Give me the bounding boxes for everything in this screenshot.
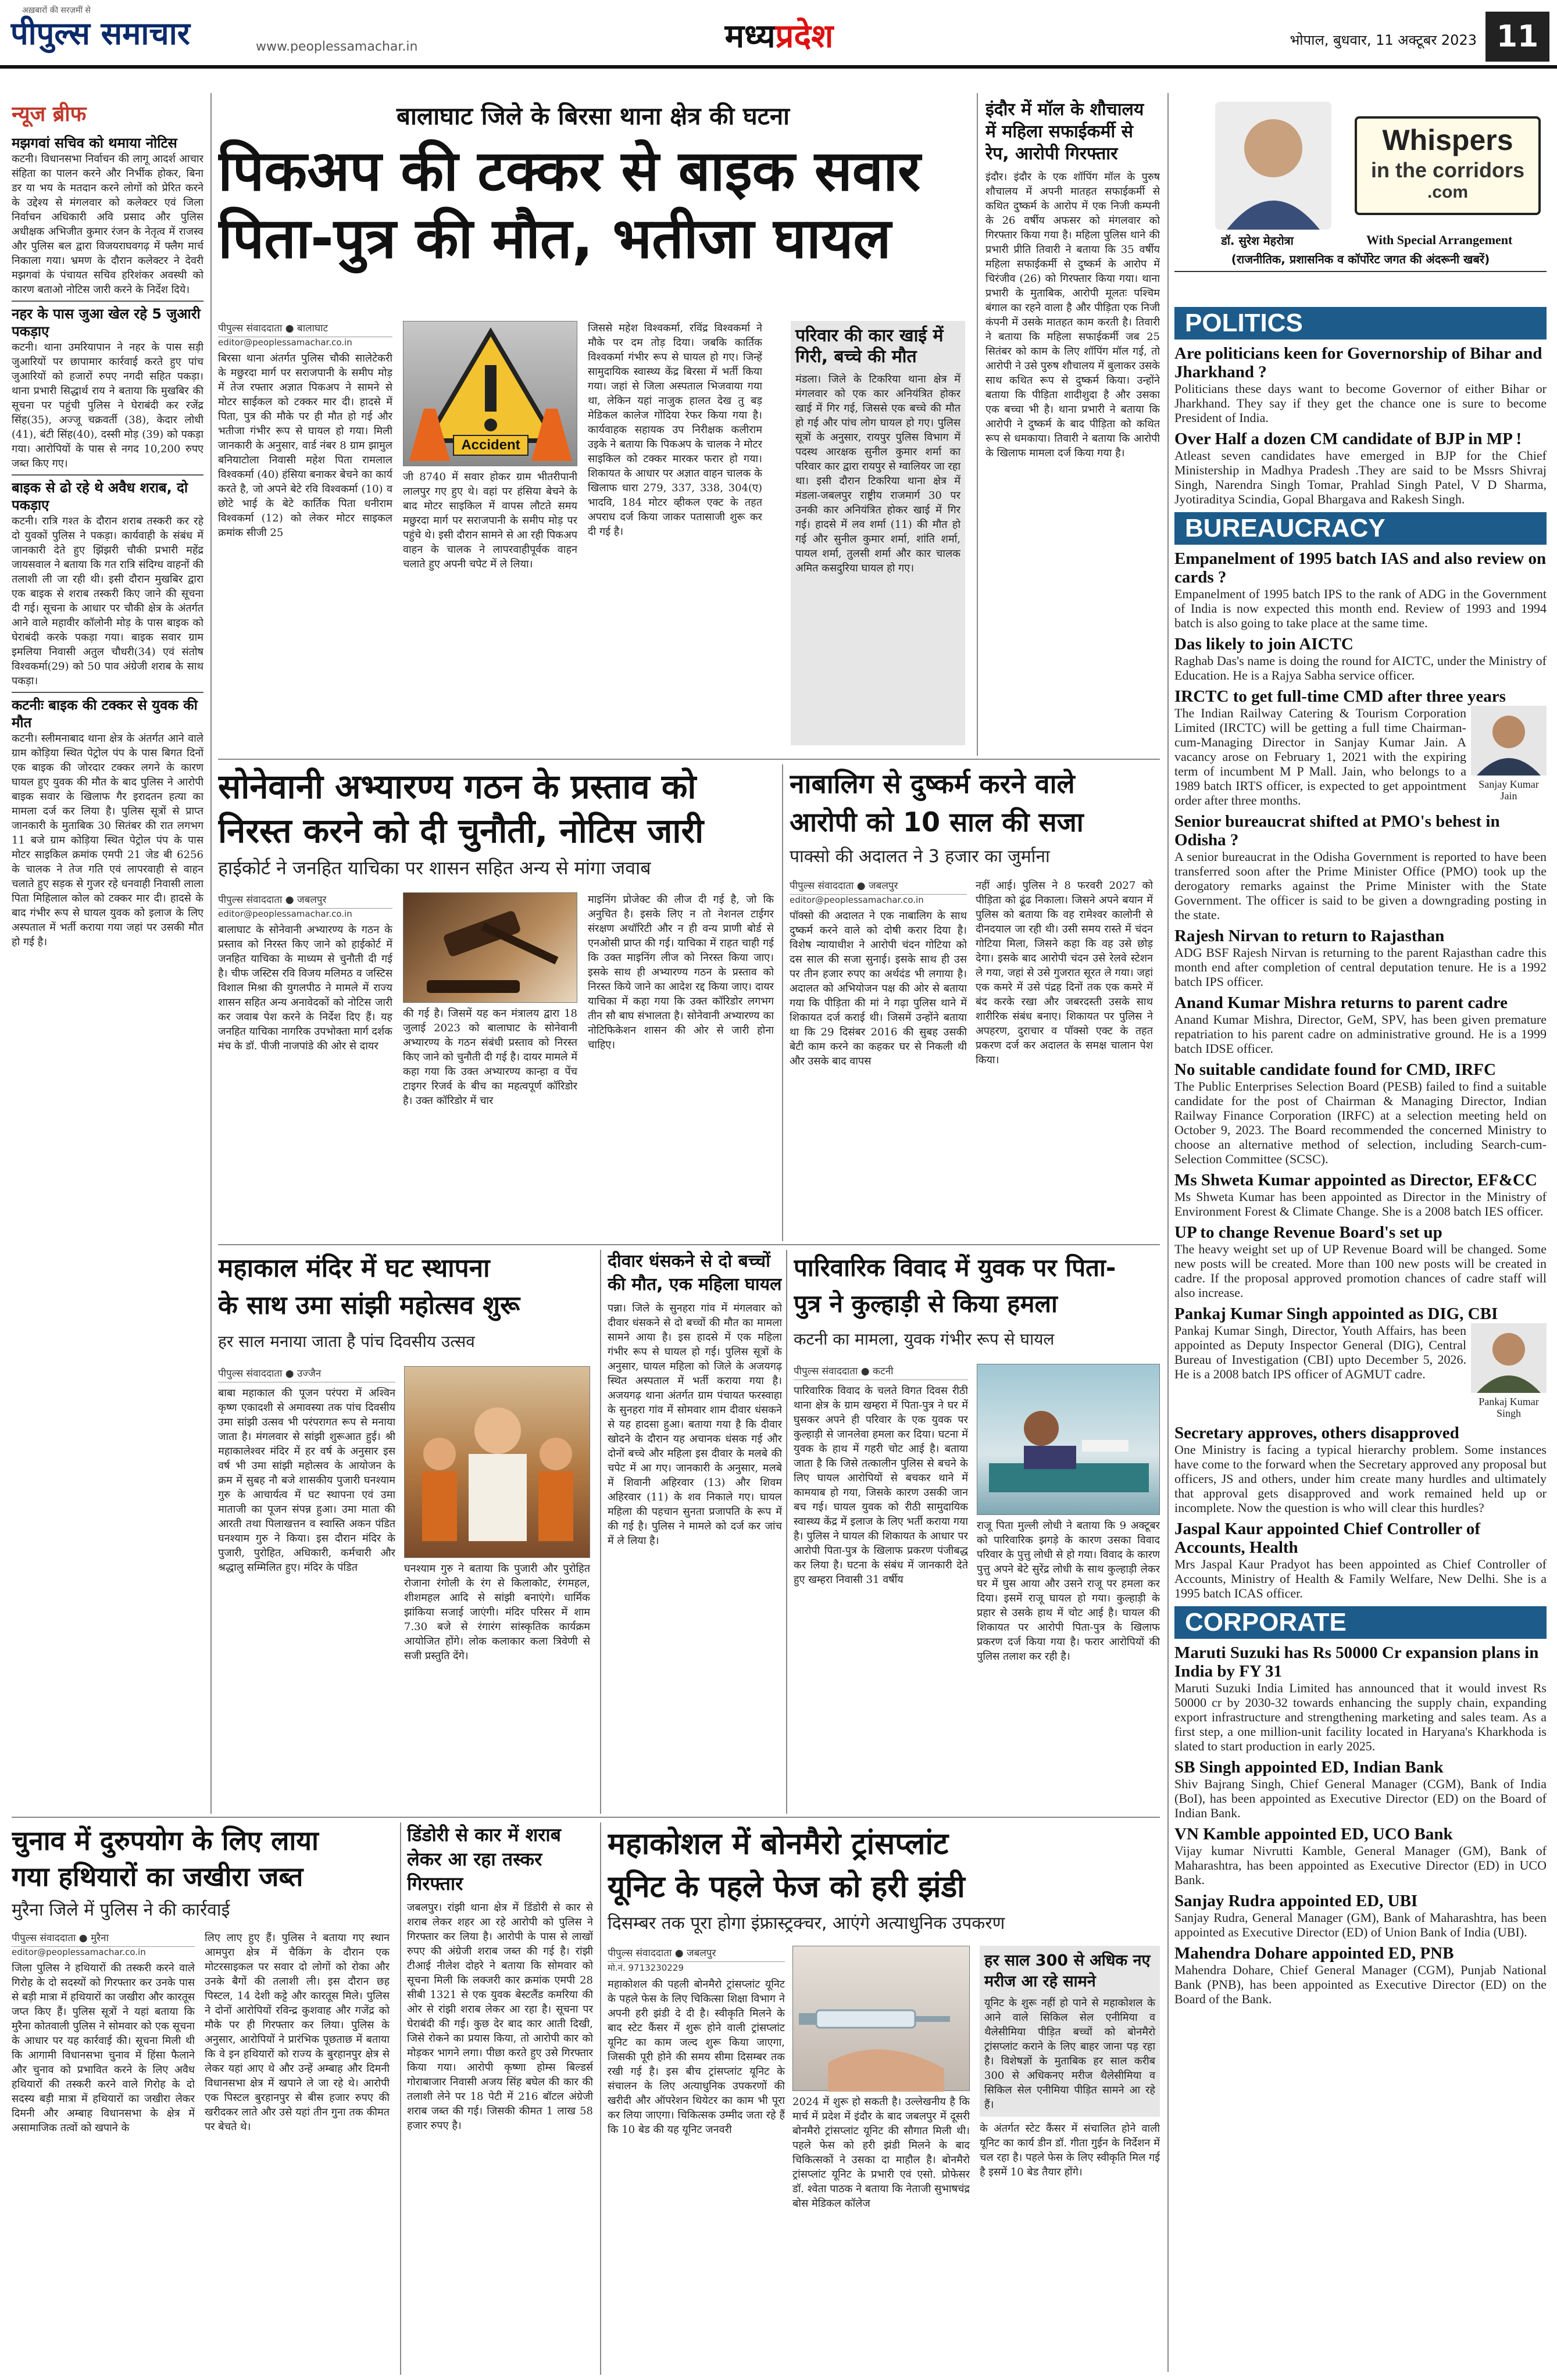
pocso-headline-line2: आरोपी को 10 साल की सजा — [790, 806, 1084, 838]
brief-body: कटनी। स्लीमनाबाद थाना क्षेत्र के अंतर्गत आने वाले ग्राम कोड़िया स्थित पेट्रोल पंप के पास बिगत दिनों एक बाइक की जोरदार टक्कर लगने के कारण घायल हुए युवक की मौत के बाद पुलिस ने आरोपी बाइक सवार के खिलाफ गैर इरादतन हत्या का मामला दर्ज कर लिया है। पुलिस सूत्रों से प्राप्त जानकारी के मुताबिक 30 सितंबर की रात लगभग 11 बजे ग्राम कोड़िया स्थित पेट्रोल पंप के पास मोटर साइकिल क्रमांक एमपी 21 जेड बी 6256 के चालक ने तेज गति एवं लापरवाही से वाहन चलाते हुए सड़क से गुजर रहे धनवाही निवासी लाला पिता मिहिलाल कोल को टक्कर मार दी। हादसे के बाद गंभीर रूप से घायल युवक को इलाज के लिए अस्पताल में भर्ती कराया गया जहां पर उसकी मौत हो गई है। — [12, 732, 203, 948]
byline-name: पीपुल्स संवाददाता — [218, 894, 283, 906]
bone-highlight-title: हर साल 300 से अधिक नए मरीज आ रहे सामने — [984, 1952, 1151, 1991]
mahakal-subheadline: हर साल मनाया जाता है पांच दिवसीय उत्सव — [218, 1332, 475, 1351]
page-number: 11 — [1485, 12, 1549, 62]
item-heading: IRCTC to get full-time CMD after three years — [1174, 687, 1506, 706]
bone-marrow-story — [608, 1822, 1163, 2375]
item-text: ADG BSF Rajesh Nirvan is returning to the parent Rajasthan cadre this month end after completion of central deputation tenure. He is a 1992 batch IPS officer. — [1174, 945, 1547, 989]
bone-col3-text: के अंतर्गत स्टेट कैंसर में संचालित होने वाली यूनिट का कार्य डीन डॉ. गीता गुईन के निर्देशन में चल रहा है। पहले फेस के लिए स्वीकृति मिल गई है इसमें 10 बेड तैयार होंगे। — [980, 2122, 1160, 2178]
photo-caption: Pankaj Kumar Singh — [1479, 1396, 1539, 1419]
item-heading: Pankaj Kumar Singh appointed as DIG, CBI — [1174, 1305, 1498, 1323]
logo-line3: .com — [1427, 183, 1469, 202]
byline-name: पीपुल्स संवाददाता — [218, 323, 283, 334]
brief-heading: बाइक से ढो रहे थे अवैध शराब, दो पकड़ाए — [12, 474, 203, 514]
byline-name: पीपुल्स संवाददाता — [790, 880, 854, 892]
photo-sanjay-jain — [1471, 706, 1547, 802]
lead-headline-line2: पिता-पुत्र की मौत, भतीजा घायल — [218, 206, 891, 271]
sonewani-col2 — [403, 892, 577, 1235]
logo-line1: Whispers — [1382, 124, 1513, 156]
bone-highlight-box — [980, 1946, 1160, 2117]
weapons-subheadline: मुरैना जिले में पुलिस ने की कार्रवाई — [12, 1900, 230, 1920]
item-text: The Indian Railway Catering & Tourism Corporation Limited (IRCTC) will be getting a full time Chairman-cum-Managing Director in Sanjay Kumar Jain. A vacancy arose on February 1, 2021 with the expiring term of incumbent M P Mall. Jain, who belongs to a 1989 batch IRTS officer, is expected to get appointment order after three months. — [1174, 706, 1466, 807]
photo-caption: Sanjay Kumar Jain — [1479, 778, 1539, 802]
column-divider — [977, 93, 978, 756]
item-heading: Are politicians keen for Governorship of Bihar and Jharkhand ? — [1174, 344, 1542, 381]
lead-story — [218, 99, 968, 756]
row-divider — [12, 1817, 1160, 1818]
item-text: Ms Shweta Kumar has been appointed as Director in the Ministry of Environment Forest & Climate Change. She is a 2008 batch IES officer. — [1174, 1189, 1547, 1218]
whispers-body — [1174, 307, 1547, 2371]
pocso-email[interactable]: editor@peoplessamachar.co.in — [790, 895, 924, 905]
mahakal-byline: पीपुल्स संवाददाता ● उज्जैन — [218, 1366, 395, 1382]
family-subheadline: कटनी का मामला, युवक गंभीर रूप से घायल — [794, 1330, 1055, 1349]
pocso-col2 — [976, 878, 1153, 1239]
weapons-headline-line1: चुनाव में दुरुपयोग के लिए लाया — [12, 1825, 319, 1856]
byline-name: पीपुल्स संवाददाता — [218, 1368, 283, 1380]
brief-item — [12, 301, 203, 471]
bone-col3 — [980, 1946, 1160, 2373]
column-divider — [400, 1822, 401, 2375]
item-text: Maruti Suzuki India Limited has announced that it would invest Rs 50000 cr by 2030-32 towards enhancing the supply chain, expanding export infrastructure and strengthening marketing and sales team. As a first step, a one million-unit facility located in Haryana's Kharkhoda is slated to start production in early 2025. — [1174, 1681, 1547, 1753]
accident-label: Accident — [453, 435, 528, 456]
bone-headline-line1: महाकोशल में बोनमैरो ट्रांसप्लांट — [608, 1827, 949, 1861]
family-col2 — [977, 1364, 1160, 1809]
indore-body: इंदौर। इंदौर के एक शॉपिंग मॉल के पुरुष शौचालय में अपनी मातहत सफाईकर्मी से कथित दुष्कर्म के आरोप में एक निजी कम्पनी के 26 वर्षीय अफसर को मंगलवार को गिरफ्तार किया गया है। महिला पुलिस थाने की प्रभारी प्रीति तिवारी ने बताया कि 35 वर्षीय महिला सफाईकर्मी से दुष्कर्म के आरोप में चिरंजीव (26) को गिरफ्तार किया गया। थाना प्रभारी के मुताबिक, आरोपी मूलतः पश्चिम बंगाल का रहने वाला है और पीड़िता एक निजी कंपनी में उसके मातहत काम करती है। तिवारी ने बताया कि महिला सफाईकर्मी जब 25 सितंबर को काम के लिए शॉपिंग मॉल गई, तो आरोपी ने उसे पुरुष शौचालय में बुलाकर उसके साथ कथित रूप से दुष्कर्म किया। उन्होंने बताया कि पीड़िता शादीशुदा है और उसका एक बच्चा भी है। थाना प्रभारी ने बताया कि आरोपी ने दुष्कर्म के बाद पीड़िता को कथित रूप से धमकाया। तिवारी ने बताया कि आरोपी के खिलाफ मामला दर्ज किया गया है। — [985, 171, 1160, 459]
byline-location: बालाघाट — [297, 323, 328, 334]
category-bureaucracy: BUREAUCRACY — [1174, 512, 1547, 545]
column-divider — [1167, 93, 1169, 2372]
lead-col2 — [403, 321, 577, 745]
item-text: Shiv Bajrang Singh, Chief General Manager (CGM), Bank of India (BoI), has been appointed as Executive Director (ED) on the Board of Indian Bank. — [1174, 1777, 1547, 1820]
bone-highlight-body: यूनिट के शुरू नहीं हो पाने से महाकोशल के आने वाले सिकिल सेल एनीमिया व थैलेसीमिया पीड़ित बच्चों को बोनमैरो ट्रांसप्लांट कराने के लिए बाहर जाना पड़ रहा है। विशेषज्ञों के मुताबिक हर साल करीब 300 से अधिकनए मरीज थैलेसीमिया व सिकिल सेल एनीमिया पीड़ित सामने आ रहे हैं। — [984, 1997, 1155, 2111]
sonewani-subheadline: हाईकोर्ट ने जनहित याचिका पर शासन सहित अन्य से मांगा जवाब — [218, 857, 651, 879]
byline-location: उज्जैन — [297, 1368, 322, 1380]
pocso-col1-text: पॉक्सो की अदालत ने एक नाबालिग के साथ दुष्कर्म करने वाले को दोषी करार दिया है। विशेष न्यायाधीश ने आरोपी चंदन गोटिया को दस साल की सजा सुनाई। इसके साथ ही उस पर तीन हजार रुपए का अर्थदंड भी लगाया है। अदालत को अभियोजन पक्ष की ओर से बताया गया कि पीड़िता की मां ने गढ़ा पुलिस थाने में शिकायत दर्ज कराई थी। जिसमें उन्होंने बताया था कि 29 दिसंबर 2016 की सुबह उसकी बेटी काम करने का कहकर घर से निकली थी और उसके बाद वापस — [790, 910, 967, 1067]
mahakal-col2 — [404, 1366, 590, 1808]
pocso-subheadline: पाक्सो की अदालत ने 3 हजार का जुर्माना — [790, 846, 1050, 867]
weapons-headline-line2: गया हथियारों का जखीरा जब्त — [12, 1861, 303, 1892]
mahakal-headline-line2: के साथ उमा सांझी महोत्सव शुरू — [218, 1291, 520, 1320]
wall-body: पन्ना। जिले के सुनहरा गांव में मंगलवार को दीवार धंसकने से दो बच्चों की मौत का मामला सामने आया है। इस हादसे में एक महिला गंभीर रूप से घायल हो गई। पुलिस सूत्रों के अनुसार, घायल महिला को जिले के अजयगढ़ स्थित अस्पताल में भर्ती कराया गया है। अजयगढ़ थाना अंतर्गत ग्राम पंचायत फरस्वाहा के सुनहरा गांव में सोमवार शाम दीवार धंसकने से यह हादसा हुआ। बताया गया है कि दीवार खोदने के दौरान यह अचानक धंसक गई और दोनों बच्चे और महिला इस दीवार के मलबे की चपेट में आ गए। जानकारी के अनुसार, मलबे में शिवानी अहिरवार (13) और शिवम अहिरवार (11) के शव निकाले गए। घायल महिला की पहचान सुनता प्रजापति के रूप में की गई है। पुलिस ने मामले को दर्ज कर जांच में ले लिया है। — [608, 1302, 782, 1547]
section-title-part1: मध्य — [724, 17, 776, 55]
pocso-col1 — [790, 878, 967, 1239]
item-heading: Senior bureaucrat shifted at PMO's behest in Odisha ? — [1174, 812, 1500, 849]
brief-item — [12, 131, 203, 297]
row-divider — [218, 1244, 1160, 1245]
byline-location: जबलपुर — [297, 894, 327, 906]
bone-mobile: मो.नं. 9713230229 — [608, 1963, 684, 1973]
column-divider — [600, 1250, 601, 1814]
author-name: डॉ. सुरेश मेहरोत्रा — [1221, 234, 1294, 248]
accident-photo — [403, 321, 577, 466]
item-heading: UP to change Revenue Board's set up — [1174, 1223, 1442, 1242]
person-portrait-icon — [1471, 1323, 1547, 1393]
item-text: Raghab Das's name is doing the round for AICTC, under the Ministry of Education. He is a Rajya Sabha service officer. — [1174, 653, 1547, 682]
row-divider — [218, 759, 1160, 760]
gavel-photo — [403, 892, 577, 1003]
whispers-tagline: (राजनीतिक, प्रशासनिक व कॉर्पोरेट जगत की अंदरूनी खबरें) — [1174, 251, 1547, 272]
weapons-email[interactable]: editor@peoplessamachar.co.in — [12, 1947, 146, 1957]
item-heading: Jaspal Kaur appointed Chief Controller of Accounts, Health — [1174, 1520, 1481, 1557]
item-heading: SB Singh appointed ED, Indian Bank — [1174, 1758, 1444, 1777]
item-heading: Mahendra Dohare appointed ED, PNB — [1174, 1944, 1454, 1963]
byline-name: पीपुल्स संवाददाता — [794, 1366, 858, 1377]
wall-headline: दीवार धंसकने से दो बच्चों की मौत, एक महिला घायल — [608, 1251, 782, 1295]
item-text: Anand Kumar Mishra, Director, GeM, SPV, has been given premature repatriation to his parent cadre on administrative ground. He is a 1999 batch IDSE officer. — [1174, 1012, 1547, 1056]
weapons-story — [12, 1822, 392, 2375]
lead-col2-text: जी 8740 में सवार होकर ग्राम भीतरीपानी लालपुर गए हुए थे। वहां पर हंसिया बेचने के बाद मोटर साइकिल में वापस लौटते समय मछुरदा मार्ग पर सराजपानी के समीप मोड़ पर पहुंचे थे। इसी दौरान सामने से आ रही पिकअप वाहन के चालक ने लापरवाहीपूर्वक वाहन चलाते हुए अपनी चपेट में ले लिया। — [403, 471, 577, 570]
family-headline-line2: पुत्र ने कुल्हाड़ी से किया हमला — [794, 1289, 1058, 1318]
sonewani-col1-text: बालाघाट के सोनेवानी अभ्यारण्य के गठन के प्रस्ताव को निरस्त किए जाने को हाईकोर्ट में जनहित याचिका के माध्यम से चुनौती दी गई है। चीफ जस्टिस रवि विजय मलिमठ व जस्टिस विशाल मिश्रा की युगलपीठ ने मामले में राज्य शासन सहित अन्य अनावेदकों को नोटिस जारी कर जवाब पेश करने के निर्देश दिए हैं। यह जनहित याचिका नागरिक उपभोक्ता मार्ग दर्शक मंच के डॉ. पीजी नाजपांडे की ओर से दायर — [218, 924, 392, 1052]
sonewani-col3-text: माइनिंग प्रोजेक्ट की लीज दी गई है, जो कि अनुचित है। इसके लिए न तो नेशनल टाईगर संरक्षण अथॉरिटी और न ही वन्य प्राणी बोर्ड से एनओसी प्राप्त की गई। याचिका में राहत चाही गई कि उक्त माइनिंग लीज को निरस्त किया जाए। इसके साथ ही अभ्यारण्य गठन के प्रस्ताव को निरस्त किये जाने का आदेश रद्द किया जाए। दायर याचिका में कहा गया कि उक्त कॉरिडोर लगभग तीन सौ बाघ संभालता है। सोनेवानी अभ्यारण्य का नोटिफिकेशन शासन की ओर से जारी होना चाहिए। — [588, 894, 774, 1051]
column-divider — [786, 1250, 787, 1814]
bone-marrow-photo — [792, 1946, 970, 2091]
photo-pankaj-singh — [1471, 1323, 1547, 1419]
arrangement-credit: With Special Arrangement — [1366, 233, 1513, 247]
brief-item — [12, 692, 203, 949]
sonewani-byline: पीपुल्स संवाददाता ● जबलपुर — [218, 892, 392, 909]
website-url[interactable]: www.peoplessamachar.in — [256, 40, 418, 54]
masthead — [0, 0, 1557, 69]
sonewani-col1 — [218, 892, 392, 1235]
pocso-col2-text: नहीं आई। पुलिस ने 8 फरवरी 2027 को पीड़िता को ढूंढ निकाला। जिसने अपने बयान में पुलिस को बताया कि वह रामेश्वर कालोनी से दीनदयाल जा रही थी। उसी समय रास्ते में चंदन गोटिया मिला, जिसने कहा कि वह उसे छोड़ देगा। इसके बाद आरोपी चंदन उसे रेलवे स्टेशन ले गया, जहां से उसे गुजरात सूरत ले गया। जहां एक कमरे में उसे पंद्रह दिनों तक एक कमरे में बंद करके रखा और जबरदस्ती उसके साथ शारीरिक संबंध बनाए। शिकायत पर पुलिस ने अपहरण, दुराचार व पॉक्सो एक्ट के तहत प्रकरण दर्ज कर अदालत के समक्ष चालान पेश किया। — [976, 880, 1153, 1066]
brief-heading: मझगवां सचिव को थमाया नोटिस — [12, 135, 177, 151]
byline-name: पीपुल्स संवाददाता — [12, 1932, 76, 1944]
sonewani-email[interactable]: editor@peoplessamachar.co.in — [218, 909, 352, 919]
column-divider — [782, 764, 783, 1241]
lead-col1-text: बिरसा थाना अंतर्गत पुलिस चौकी सालेटेकरी के मछुरदा मार्ग पर सराजपानी के समीप मोड़ में तेज रफ्तार अज्ञात पिकअप ने सामने से मोटर साईकल को टक्कर मार दी। हादसे में पिता, पुत्र की मौके पर ही मौत हो गई और भतीजा गंभीर रूप से घायल हो गया। मिली जानकारी के अनुसार, वार्ड नंबर 8 ग्राम झामुल बनियाटोला निवासी महेश पिता रामलाल विश्वकर्मा (40) हंसिया बनाकर बेचने का कार्य करते है, जो अपने बेटे रवि विश्वकर्मा (10) व छोटे भाई के बेटे कार्तिक पिता धनीराम विश्वकर्मा (12) को लेकर मोटर साइकल क्रमांक सीजी 25 — [218, 352, 392, 539]
item-text: Atleast seven candidates have emerged in BJP for the Chief Ministership in Madhya Pradesh .They are said to be Mssrs Shivraj Singh, Narendra Singh Tomar, Prahlad Singh Patel, V D Sharma, Jyotiraditya Scindia, Gopal Bhargava and Rakesh Singh. — [1174, 448, 1547, 506]
person-portrait-icon — [1471, 706, 1547, 776]
brief-item — [12, 474, 203, 688]
byline-location: जबलपुर — [869, 880, 898, 892]
family-col1-text: पारिवारिक विवाद के चलते विगत दिवस रीठी थाना क्षेत्र के ग्राम खम्हरा में पिता-पुत्र ने घर में घुसकर अपने ही परिवार के एक युवक पर कुल्हाड़ी से जानलेवा हमला कर दिया। घटना में युवक के हाथ में गहरी चोट आई है। बताया जाता है कि जिसे तत्कालीन पुलिस से बचने के लिए घायल आरोपियों से बचकर थाने में कामयाब हो गया, जिसके कारण उसकी जान बच गई। घायल युवक को रीठी सामुदायिक स्वास्थ्य केंद्र में इलाज के लिए भर्ती कराया गया है। पुलिस ने घायल की शिकायत के आधार पर आरोपी पिता-पुत्र के खिलाफ प्रकरण पंजीबद्ध कर लिया है। घटना के संबंध में जानकारी देते हुए खम्हरा निवासी 31 वर्षीय — [794, 1385, 968, 1586]
family-byline: पीपुल्स संवाददाता ● कटनी — [794, 1364, 968, 1380]
mahakal-headline-line1: महाकाल मंदिर में घट स्थापना — [218, 1253, 490, 1283]
logo-line2: in the corridors — [1370, 158, 1525, 182]
weapons-col2-text: लिए लाए हुए हैं। पुलिस ने बताया गए स्थान आमपुरा क्षेत्र में चैकिंग के दौरान एक मोटरसाइकल पर सवार दो लोगों को रोका और उनके बैगों की तलाशी ली। इस दौरान छह पिस्टल, 14 देशी कट्टे और कारतूस मिले। पुलिस ने दोनों आरोपियों रविन्द्र कुशवाह और गजेंद्र को मौके पर ही गिरफ्तार कर लिया। पुलिस के अनुसार, आरोपियों ने प्रारंभिक पूछताछ में बताया कि वे इन हथियारों को राज्य के बुरहानपुर क्षेत्र से लेकर यहां आए थे और उन्हें अम्बाह और दिमनी विधानसभा क्षेत्र में खपाने ले जा रहे थे। आरोपी एक पिस्टल बुरहानपुर से बीस हजार रुपए की खरीदकर लाते और उसे यहां तीन गुना तक कीमत पर बेचते थे। — [205, 1932, 390, 2133]
item-text: Mahendra Dohare, Chief General Manager (CGM), Punjab National Bank (PNB), has been appointed as Executive Director (ED) on the Board of the Bank. — [1174, 1963, 1547, 2006]
item-text: One Ministry is facing a typical hierarchy problem. Some instances have come to the forward when the Secretary approved any proposal but officers, JS and others, under him create many hurdles and ultimately that approval gets disapproved and work remained held up or incomplete. Now the question is who will clear this hurdles? — [1174, 1442, 1547, 1515]
lead-headline-line1: पिकअप की टक्कर से बाइक सवार — [218, 138, 921, 203]
sonewani-headline-line1: सोनेवानी अभ्यारण्य गठन के प्रस्ताव को — [218, 767, 697, 806]
bone-headline-line2: यूनिट के पहले फेज को हरी झंडी — [608, 1870, 965, 1904]
lead-col3 — [588, 321, 762, 745]
category-politics: POLITICS — [1174, 307, 1547, 340]
car-box-body: मंडला। जिले के टिकरिया थाना क्षेत्र में मंगलवार को एक कार अनियंत्रित होकर खाई में गिर गई, जिससे एक बच्चे की मौत हो गई और पांच लोग घायल हो गए। पुलिस सूत्रों के अनुसार, रायपुर पुलिस विभाग में पदस्थ आरक्षक सुनील कुमार शर्मा का परिवार कार द्वारा रायपुर से ग्वालियर जा रहा था। इसी दौरान टिकरिया थाना क्षेत्र में मंडला-जबलपुर राष्ट्रीय राजमार्ग 30 पर उनकी कार अनियंत्रित होकर खाई में गिर गई। हादसे में लव शर्मा (11) की मौत हो गई और सुनील कुमार शर्मा, शांति शर्मा, पायल शर्मा, तुलसी शर्मा और कार चालक अमित कसदुरिया घायल हो गए। — [795, 373, 960, 574]
author-portrait-icon — [1215, 102, 1331, 230]
item-heading: Anand Kumar Mishra returns to parent cadre — [1174, 994, 1508, 1012]
item-text: Mrs Jaspal Kaur Pradyot has been appointed as Chief Controller of Accounts, Ministry of Health & Family Welfare, New Delhi. She is a 1995 batch ICAS officer. — [1174, 1557, 1547, 1600]
item-heading: Das likely to join AICTC — [1174, 635, 1354, 653]
paper-tag: अख़बारों की सरज़मीं से — [22, 6, 91, 15]
gavel-icon — [403, 893, 577, 1003]
column-divider — [210, 93, 212, 1814]
hospital-photo — [977, 1364, 1160, 1515]
family-col2-text: राजू पिता मुल्ली लोधी ने बताया कि 9 अक्टूबर को पारिवारिक झगड़े के कारण उसका विवाद परिवार के पुत्तु लोधी से हो गया। विवाद के कारण पुत्तु अपने बेटे सुरेंद्र लोधी के साथ कुल्हाड़ी लेकर घर में घुस आया और उसने राजू पर हमला कर दिया। इसमें राजू घायल हो गया। कुल्हाड़ी के प्रहार से उसके हाथ में चोट आई है। घायल की शिकायत पर आरोपी पिता-पुत्र के खिलाफ प्रकरण दर्ज किया गया है। फरार आरोपियों की पुलिस तलाश कर रही है। — [977, 1520, 1160, 1663]
author-photo — [1215, 102, 1331, 230]
item-heading: Sanjay Rudra appointed ED, UBI — [1174, 1892, 1418, 1910]
byline-location: मुरैना — [91, 1932, 109, 1944]
brief-heading: नहर के पास जुआ खेल रहे 5 जुआरी पकड़ाए — [12, 301, 203, 340]
weapons-col1 — [12, 1931, 195, 2372]
liquor-headline: डिंडोरी से कार में शराब लेकर आ रहा तस्कर गिरफ्तार — [407, 1824, 561, 1895]
family-col1 — [794, 1364, 968, 1809]
wall-story — [608, 1250, 782, 1814]
bone-col2 — [792, 1946, 970, 2373]
pocso-byline: पीपुल्स संवाददाता ● जबलपुर — [790, 878, 967, 895]
lead-email[interactable]: editor@peoplessamachar.co.in — [218, 337, 352, 348]
bone-col1 — [608, 1946, 785, 2373]
sonewani-col3 — [588, 892, 774, 1235]
lead-kicker: बालाघाट जिले के बिरसा थाना क्षेत्र की घटना — [396, 102, 790, 130]
sonewani-col2-text: की गई है। जिसमें यह कन मंत्रालय द्वारा 18 जुलाई 2023 को बालाघाट के सोनेवानी अभ्यारण्य के गठन संबंधी प्रस्ताव को निरस्त किए जाने को चुनौती दी गई है। दायर मामले में कहा गया कि उक्त अभ्यारण्य कान्हा व पेंच टाइगर रिजर्व के बीच का महत्वपूर्ण कॉरिडोर है। उक्त कॉरिडोर में चार — [403, 1007, 577, 1107]
item-text: Vijay kumar Nivrutti Kamble, General Manager (GM), Bank of Maharashtra, has been appointed as Executive Director (ED) in UCO Bank. — [1174, 1843, 1547, 1887]
brief-body: कटनी। विधानसभा निर्वाचन की लागू आदर्श आचार संहिता का पालन करने और निर्भीक होकर, बिना डर या भय के मतदान करने लोगों को प्रेरित करने के उद्देश्य से मंगलवार को कलेक्टर एवं जिला निर्वाचन अधिकारी अवि प्रसाद और पुलिस अधीक्षक अभिजीत कुमार रंजन के नेतृत्व में राजस्व और पुलिस बल द्वारा विजयराघवगढ़ में फ्लैग मार्च निकाला गया। भ्रमण के दौरान कलेक्टर ने देवरी मझगवां के पंचायत सचिव हरिशंकर अवस्थी को कारण बताओ नोटिस जारी करने के निर्देश दिये। — [12, 153, 203, 296]
lead-col3-text: जिससे महेश विश्वकर्मा, रविंद्र विश्वकर्मा ने मौके पर दम तोड़ दिया। जबकि कार्तिक विश्वकर्मा गंभीर रूप से घायल हो गए। जिन्हें सामुदायिक स्वास्थ्य केंद्र बिरसा में भर्ती किया गया। जहां से जिला अस्पताल भिजवाया गया था, लेकिन यहां नाजुक हालत देख तु बड़ मेडिकल कालेज गोंदिया रेफर किया गया है। कार्यवाहक सहायक उप निरीक्षक कलीराम उइके ने बताया कि पिकअप के चालक ने मोटर साइकिल को टक्कर मारकर फरार हो गया। शिकायत के आधार पर अज्ञात वाहन चालक के खिलाफ धारा 279, 337, 338, 304(ए) भादवि, 184 मोटर व्हीकल एक्ट के तहत अपराध दर्ज किया जाकर पतासाजी शुरू कर दी गई है। — [588, 322, 762, 538]
item-heading: VN Kamble appointed ED, UCO Bank — [1174, 1825, 1453, 1843]
family-headline-line1: पारिवारिक विवाद में युवक पर पिता- — [794, 1253, 1116, 1282]
byline-location: कटनी — [873, 1366, 894, 1377]
brief-body: कटनी। रात्रि गश्त के दौरान शराब तस्करी कर रहे दो युवकों पुलिस ने पकड़ा। कार्यवाही के संबंध में जानकारी देते हुए झिंझरी चौकी प्रभारी महेंद्र जायसवाल ने बताया कि गत रात्रि संदिग्ध वाहनों की तलाशी ली जा रही थी। इसी दौरान मुखबिर द्वारा एक बाइक से शराब तस्करी किए जाने की सूचना दी गई। सूचना के आधार पर चौकी क्षेत्र के अंतर्गत आने वाले महावीर कॉलोनी मोड़ के पास बाइक को घेराबंदी करके पकड़ा गया। बाइक सवार ग्राम इमलिया निवासी अतुल चौधरी(34) एवं संतोष विश्वकर्मा(29) को 50 पाव अंग्रेजी शराब के साथ पकड़ा। — [12, 515, 203, 687]
item-text: Empanelment of 1995 batch IPS to the rank of ADG in the Government of India is now expected this month end. Review of 1993 and 1994 batch is also going to take place at the same time. — [1174, 587, 1547, 630]
byline-location: जबलपुर — [687, 1947, 716, 1959]
temple-ritual-icon — [405, 1367, 590, 1559]
item-text: Sanjay Rudra, General Manager (GM), Bank of Maharashtra, has been appointed as Executive Director (ED) of Union Bank of India (UBI). — [1174, 1910, 1547, 1939]
indore-headline: इंदौर में मॉल के शौचालय में महिला सफाईकर्मी से रेप, आरोपी गिरफ्तार — [985, 99, 1144, 164]
sonewani-story — [218, 764, 776, 1241]
item-heading: Ms Shweta Kumar appointed as Director, EF&CC — [1174, 1171, 1537, 1189]
category-corporate: CORPORATE — [1174, 1606, 1547, 1639]
liquor-body: जबलपुर। रांझी थाना क्षेत्र में डिंडोरी से कार से शराब लेकर शहर आ रहे आरोपी को पुलिस ने गिरफ्तार कर लिया है। आरोपी के पास से लाखों रुपए की अंग्रेजी शराब जब्त की गई है। रांझी टीआई नीलेश दोहरे ने बताया कि सोमवार को सूचना मिली कि लक्जरी कार क्रमांक एमपी 28 सीबी 1321 से एक युवक बेस्टलैंड कमरिया की ओर से रांझी शराब लेकर आ रहा है। सूचना पर घेराबंदी की गई। कुछ देर बाद कार आती दिखी, जिसे रोकने का प्रयास किया, तो आरोपी कार को मोड़कर भागने लगा। पीछा करते हुए उसे गिरफ्तार किया गया। आरोपी कृष्णा होम्स बिल्डर्स गोराबाजार निवासी अजय सिंह बघेल की कार की तलाशी लेने पर 18 पेटी में 216 बॉटल अंग्रेजी शराब जब्त की गई। जिसकी कीमत 1 लाख 58 हजार रुपए है। — [407, 1902, 593, 2132]
liquor-story — [407, 1822, 593, 2375]
family-dispute-story — [794, 1250, 1163, 1814]
section-title — [674, 10, 884, 63]
weapons-col2 — [205, 1931, 390, 2372]
whispers-logo — [1355, 116, 1541, 215]
pocso-story — [790, 764, 1162, 1241]
bone-col1-text: महाकोशल की पहली बोनमैरो ट्रांसप्लांट यूनिट के पहले फेस के लिए चिकित्सा शिक्षा विभाग ने अपनी हरी झंडी दे दी है। स्वीकृति मिलने के बाद स्टेट कैंसर में शुरू होने वाली ट्रांसप्लांट यूनिट का काम जल्द शुरू किया जाएगा, जिसकी पूरी होने की समय सीमा दिसम्बर तक रखी गई है। इस बीच ट्रांसप्लांट यूनिट के संचालन के लिए अत्याधुनिक उपकरणों की खरीदी और ऑपरेशन थियेटर का काम भी पूरा कर लिया जाएगा। चिकित्सक उम्मीद जता रहे हैं कि 10 बेड की यह यूनिट जनवरी — [608, 1978, 785, 2136]
injured-patient-icon — [977, 1364, 1160, 1516]
bone-col2-text: 2024 में शुरू हो सकती है। उल्लेखनीय है कि मार्च में प्रदेश में इंदौर के बाद जबलपुर में दूसरी बोनमैरो ट्रांसप्लांट यूनिट की सौगात मिली थी। पहले फेस को हरी झंडी मिलने के बाद चिकित्सकों ने उसका दा माहौल है। बोनमैरो ट्रांसप्लांट यूनिट के प्रभारी एवं एसो. प्रोफेसर डॉ. श्वेता पाठक ने बताया कि नेताजी सुभाषचंद्र बोस मेडिकल कॉलेज — [792, 2096, 970, 2210]
lead-col1 — [218, 321, 392, 745]
syringe-hand-icon — [793, 1946, 970, 2092]
item-text: A senior bureaucrat in the Odisha Government is reported to have been transferred soon after the Prime Minister Office (PMO) took up the derogatory remarks against the Prime Minister with the State Government. The officer is said to be given a downgrading posting in the state. — [1174, 849, 1547, 922]
item-text: The Public Enterprises Selection Board (PESB) failed to find a suitable candidate for the post of Chairman & Managing Director, Indian Railway Finance Corporation (IRFC) at a selection meeting held on October 9, 2023. The Board recommended the concerned Ministry to choose an alternative method of selection, including Search-cum-Selection Committee (SCSC). — [1174, 1079, 1547, 1166]
item-heading: No suitable candidate found for CMD, IRFC — [1174, 1060, 1496, 1079]
sonewani-headline-line2: निरस्त करने को दी चुनौती, नोटिस जारी — [218, 811, 704, 850]
lead-byline: पीपुल्स संवाददाता ● बालाघाट — [218, 321, 392, 337]
car-box-headline: परिवार की कार खाई में गिरी, बच्चे की मौत — [795, 326, 944, 367]
temple-photo — [404, 1366, 590, 1558]
section-title-part2: प्रदेश — [775, 17, 834, 55]
mahakal-col1 — [218, 1366, 395, 1808]
item-heading: Maruti Suzuki has Rs 50000 Cr expansion plans in India by FY 31 — [1174, 1643, 1539, 1681]
item-heading: Empanelment of 1995 batch IAS and also review on cards ? — [1174, 549, 1547, 587]
item-heading: Over Half a dozen CM candidate of BJP in MP ! — [1174, 430, 1522, 448]
whispers-column — [1174, 99, 1549, 2372]
irctc-item — [1174, 706, 1547, 807]
dateline: भोपाल, बुधवार, 11 अक्टूबर 2023 — [1290, 32, 1477, 48]
brief-body: कटनी। थाना उमरियापान ने नहर के पास सड़ी जुआरियों पर छापामार कार्रवाई करते हुए पांच जुआरियों को हजारों रुपए नगदी सहित पकड़ा। थाना प्रभारी सिद्धार्थ राय ने बताया कि मुखबिर की सूचना पर पहुंची पुलिस ने घेराबंदी कर रजेंद्र सिंह(35), अज्जू चक्रवर्ती (38), केदार लोधी (41), बंटी सिंह(40), दस्सी मोड़ (39) को पकड़ा गया। आरोपियों के पास से नगद 10,200 रुपए जब्त किए गए। — [12, 341, 203, 470]
cbi-item — [1174, 1323, 1547, 1419]
paper-name: पीपुल्स समाचार — [10, 15, 190, 52]
weapons-col1-text: जिला पुलिस ने हथियारों की तस्करी करने वाले गिरोह के दो सदस्यों को गिरफ्तार कर उनके पास से बड़ी मात्रा में हथियारों का जखीरा और कारतूस जप्त किए हैं। पुलिस सूत्रों ने यहां बताया कि मुरैना कोतवाली पुलिस ने सोमवार को एक सूचना के आधार पर यह कार्रवाई की। सूचना मिली थी कि आगामी विधानसभा चुनाव में हिंसा फैलाने और चुनाव को प्रभावित करने के लिए अवैध हथियारों की तस्करी करने वाले गिरोह के दो सदस्य बड़ी मात्रा में हथियारों का जखीरा लेकर दिमनी और अम्बाह विधानसभा के क्षेत्र में असामाजिक तत्वों को खपाने के — [12, 1962, 195, 2134]
bone-byline: पीपुल्स संवाददाता ● जबलपुर — [608, 1946, 785, 1962]
item-text: Pankaj Kumar Singh, Director, Youth Affairs, has been appointed as Deputy Inspector General (DIG), Central Bureau of Investigation (CBI) upto December 5, 2026. He is a 2008 batch IPS officer of AGMUT cadre. — [1174, 1323, 1466, 1381]
weapons-byline: पीपुल्स संवाददाता ● मुरैना — [12, 1931, 195, 1947]
item-heading: Rajesh Nirvan to return to Rajasthan — [1174, 927, 1445, 945]
column-divider — [600, 1822, 601, 2375]
news-brief-title: न्यूज ब्रीफ — [12, 102, 87, 126]
mahakal-col1-text: बाबा महाकाल की पूजन परंपरा में अश्विन कृष्ण एकादशी से अमावस्या तक पांच दिवसीय उमा सांझी उत्सव भी परंपरागत रूप से मनाया जाता है। मंगलवार से सांझी शुरूआत हुई। श्री महाकालेश्वर मंदिर में हर वर्ष के अनुसार इस वर्ष भी उमा सांझी महोत्सव के आयोजन के क्रम में सुबह नौ बजे शासकीय पुजारी घनश्याम गुरु के आचार्यत्व में घट स्थापना एवं उमा माताजी का पूजन संपन्न हुआ। उमा माता की आरती तथा पिलाखत्तन व स्वास्ति अकन पंडित घनश्याम गुरु ने किया। इस दौरान मंदिर के पुजारी, पुरोहित, अधिकारी, कर्मचारी और श्रद्धालु सम्मिलित हुए। मंदिर के पंडित — [218, 1387, 395, 1574]
item-text: The heavy weight set up of UP Revenue Board will be changed. Some new posts will be created. More than 100 new posts will be created in cadre. If the proposal approved promotion chances of cadre staff will also increase. — [1174, 1242, 1547, 1300]
brief-heading: कटनीः बाइक की टक्कर से युवक की मौत — [12, 692, 203, 731]
indore-story — [985, 99, 1160, 756]
mahakal-col2-text: घनश्याम गुरु ने बताया कि पुजारी और पुरोहित रोजाना रंगोली के रंग से किलाकोट, रंगमहल, शीशमहल आदि से सांझी बनाएंगे। धार्मिक झांकिया सजाई जाएंगी। मंदिर परिसर में शाम 7.30 बजे से रंगारंग सांस्कृतिक कार्यक्रम आयोजित होंगे। लोक कलाकार कला त्रिवेणी से सजी प्रस्तुति देंगे। — [404, 1563, 590, 1662]
mahakal-story — [218, 1250, 596, 1814]
car-accident-box — [791, 321, 965, 745]
pocso-headline-line1: नाबालिग से दुष्कर्म करने वाले — [790, 768, 1075, 799]
byline-name: पीपुल्स संवाददाता — [608, 1947, 672, 1959]
bone-subheadline: दिसम्बर तक पूरा होगा इंफ्रास्ट्रक्चर, आएंगे अत्याधुनिक उपकरण — [608, 1913, 1005, 1934]
item-text: Politicians these days want to become Governor of either Bihar or Jharkhand. They say if they get the chance one is sure to become President of India. — [1174, 381, 1547, 425]
item-heading: Secretary approves, others disapproved — [1174, 1424, 1459, 1442]
news-brief-column — [12, 99, 203, 1814]
